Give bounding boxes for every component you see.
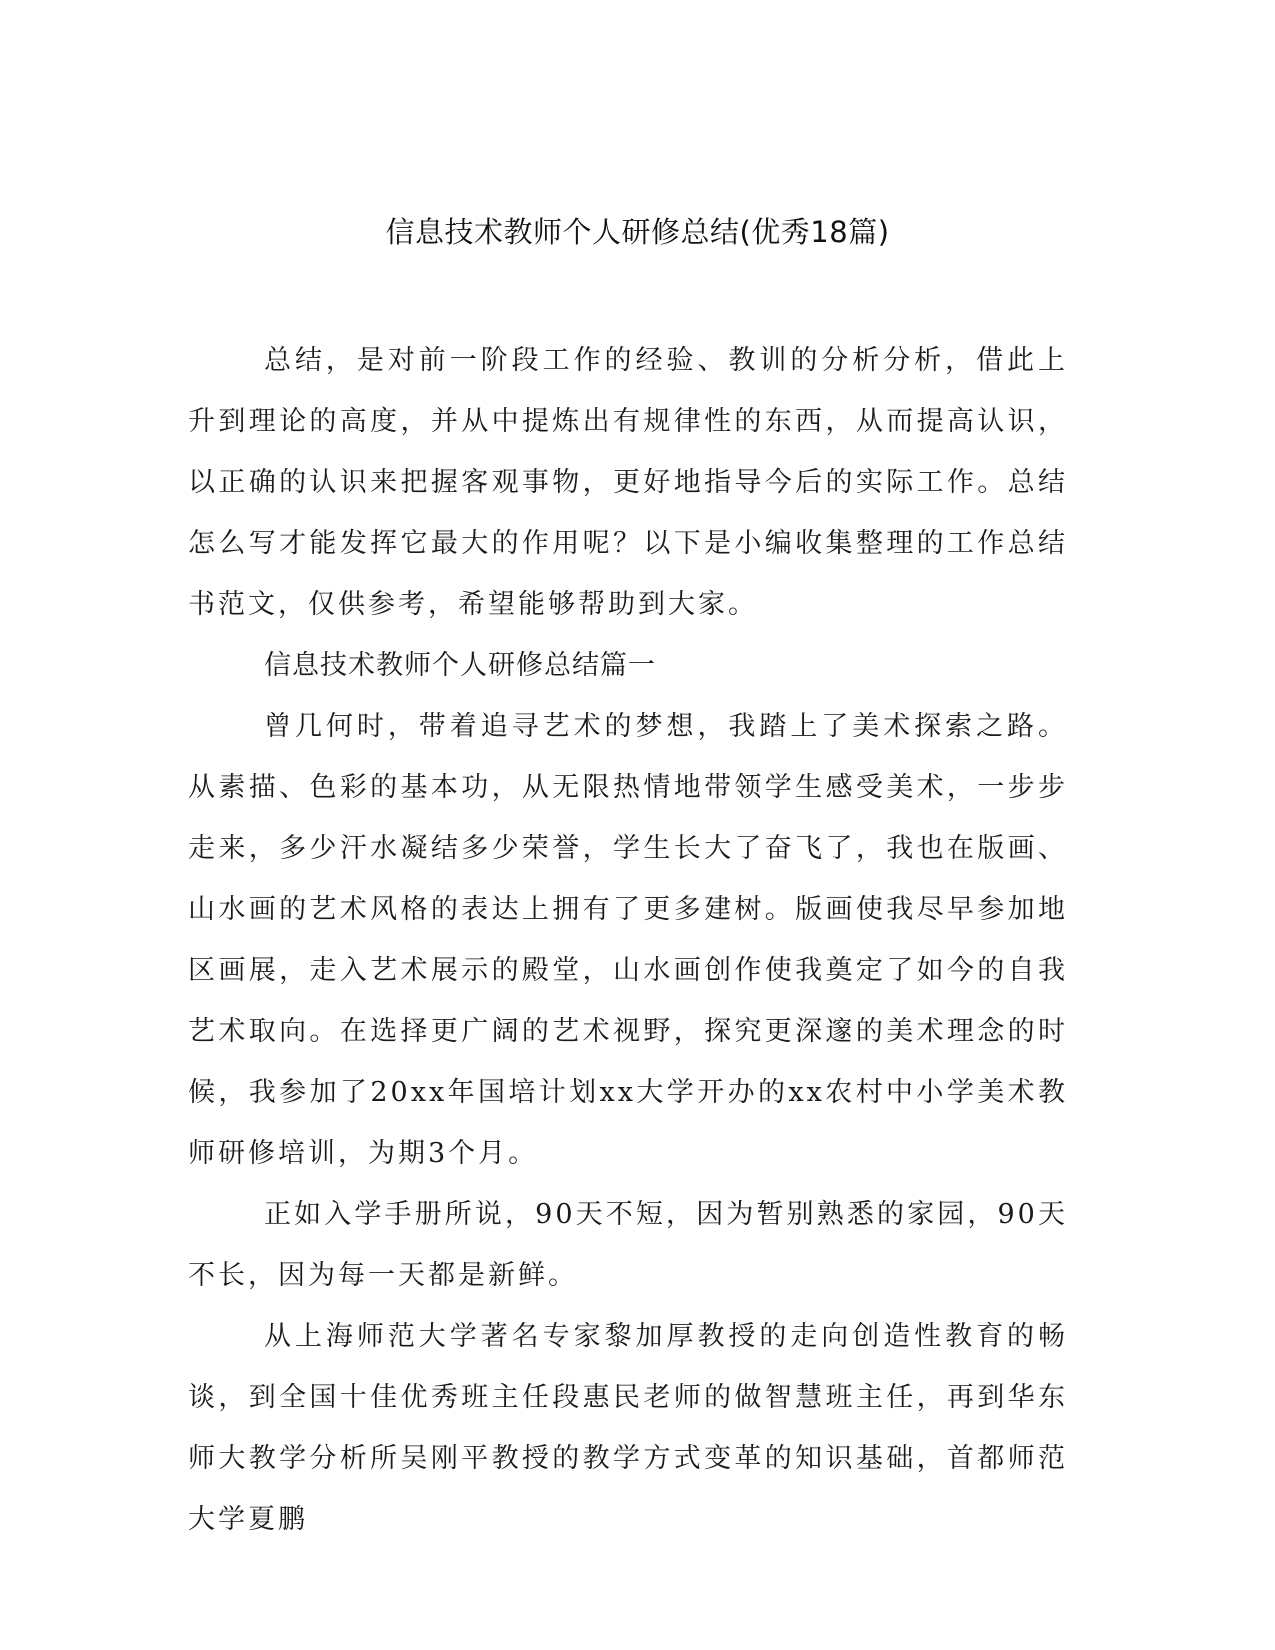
document-title: 信息技术教师个人研修总结(优秀18篇) — [385, 215, 890, 249]
document-body — [188, 330, 1068, 1550]
section-heading: 信息技术教师个人研修总结篇一 — [264, 650, 656, 681]
body-paragraph-1: 曾几何时，带着追寻艺术的梦想，我踏上了美术探索之路。从素描、色彩的基本功，从无限热情地带领学生感受美术，一步步走来，多少汗水凝结多少荣誉，学生长大了奋飞了，我也在版画、山水画的艺术风格的表达上拥有了更多建树。版画使我尽早参加地区画展，走入艺术展示的殿堂，山水画创作使我奠定了如今的自我艺术取向。在选择更广阔的艺术视野，探究更深邃的美术理念的时候，我参加了20xx年国培计划xx大学开办的xx农村中小学美术教师研修培训，为期3个月。 — [188, 711, 1068, 1169]
body-paragraph-3: 从上海师范大学著名专家黎加厚教授的走向创造性教育的畅谈，到全国十佳优秀班主任段惠民老师的做智慧班主任，再到华东师大教学分析所吴刚平教授的教学方式变革的知识基础，首都师范大学夏鹏 — [188, 1321, 1068, 1535]
intro-paragraph: 总结，是对前一阶段工作的经验、教训的分析分析，借此上升到理论的高度，并从中提炼出有规律性的东西，从而提高认识，以正确的认识来把握客观事物，更好地指导今后的实际工作。总结怎么写才能发挥它最大的作用呢？以下是小编收集整理的工作总结书范文，仅供参考，希望能够帮助到大家。 — [188, 345, 1068, 620]
body-paragraph-2: 正如入学手册所说，90天不短，因为暂别熟悉的家园，90天不长，因为每一天都是新鲜。 — [188, 1199, 1068, 1291]
